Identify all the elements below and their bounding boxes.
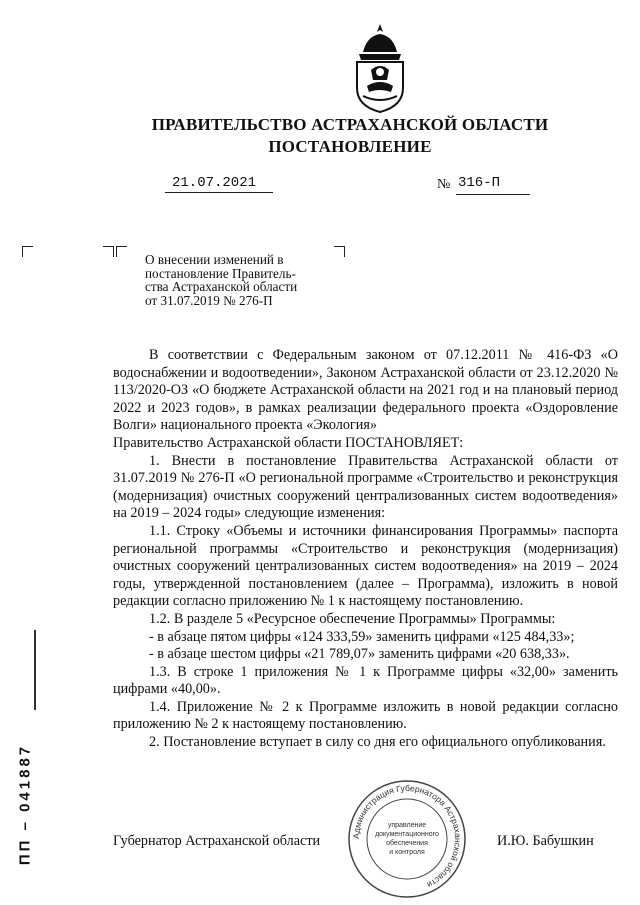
stamp-center-text: управление <box>387 822 427 829</box>
preamble-resolution: Правительство Астраханской области ПОСТАНОВЛЯЕТ: <box>113 434 464 451</box>
document-body <box>113 347 618 752</box>
subject-corner-mark <box>334 246 345 257</box>
clause-2: 2. Постановление вступает в силу со дня его официального опубликования. <box>149 734 606 751</box>
clause-1-2-item: - в абзаце шестом цифры «21 789,07» заменить цифрами «20 638,33». <box>149 646 570 663</box>
subject-line: постановление Правитель- <box>145 265 296 281</box>
document-number: 316-П <box>458 175 501 191</box>
preamble-paragraph: В соответствии с Федеральным законом от 07.12.2011 № 416-ФЗ «О водоснабжении и водоотведении», Законом Астраханской области от 23.12.2020 № 113/2020-ОЗ «О бюджете Астраханской области на 2021 год и на плановый период 2022 и 2023 годов», в рамках реализации федерального проекта «Оздоровление Волги» национального проекта «Экология» <box>113 347 618 434</box>
stamp-center-text: документационного <box>375 831 439 838</box>
stamp-center-text: обеспечения <box>386 840 428 847</box>
stamp-center-text: и контроля <box>389 849 425 856</box>
clause-1-2: 1.2. В разделе 5 «Ресурсное обеспечение Программы» Программы: <box>149 610 556 627</box>
subject-line: от 31.07.2019 № 276-П <box>145 292 273 308</box>
signer-name: И.Ю. Бабушкин <box>497 833 594 849</box>
margin-mark <box>34 630 36 710</box>
form-serial-number: ПП – 041887 <box>16 743 34 866</box>
clause-1-3: 1.3. В строке 1 приложения № 1 к Программе цифры «32,00» заменить цифрами «40,00». <box>113 663 618 698</box>
subject-line: ства Астраханской области <box>145 279 298 295</box>
subject-corner-mark <box>103 246 114 257</box>
subject-line: О внесении изменений в <box>145 252 284 267</box>
number-sign: № <box>437 177 451 192</box>
stamp-ring-text: Администрация Губернатора Астраханской области <box>350 782 464 891</box>
document-date: 21.07.2021 <box>172 175 257 191</box>
official-stamp <box>345 777 469 901</box>
clause-1-2-item: - в абзаце пятом цифры «124 333,59» заменить цифрами «125 484,33»; <box>149 628 575 645</box>
subject-block <box>145 253 335 307</box>
subject-corner-mark <box>116 246 127 257</box>
coat-of-arms-emblem <box>349 22 411 114</box>
clause-1-1: 1.1. Строку «Объемы и источники финансирования Программы» паспорта региональной программы «Строительство и реконструкция (модернизация) очистных сооружений централизованных систем водоотведения» на 2019 – 2024 годы, утвержденной постановлением (далее – Программа), изложить в новой редакции согласно приложению № 1 к настоящему постановлению. <box>113 522 618 610</box>
date-underline <box>165 192 273 193</box>
clause-1-4: 1.4. Приложение № 2 к Программе изложить в новой редакции согласно приложению № 2 к настоящему постановлению. <box>113 698 618 733</box>
number-underline <box>456 194 530 195</box>
document-type-title: ПОСТАНОВЛЕНИЕ <box>268 137 432 156</box>
government-title: ПРАВИТЕЛЬСТВО АСТРАХАНСКОЙ ОБЛАСТИ <box>151 115 549 134</box>
margin-corner-mark <box>22 246 33 257</box>
clause-1: 1. Внести в постановление Правительства Астраханской области от 31.07.2019 № 276-П «О региональной программе «Строительство и реконструкция (модернизация) очистных сооружений централизованных систем водоотведения» на 2019 – 2024 годы» следующие изменения: <box>113 452 618 522</box>
signer-position: Губернатор Астраханской области <box>113 833 321 849</box>
